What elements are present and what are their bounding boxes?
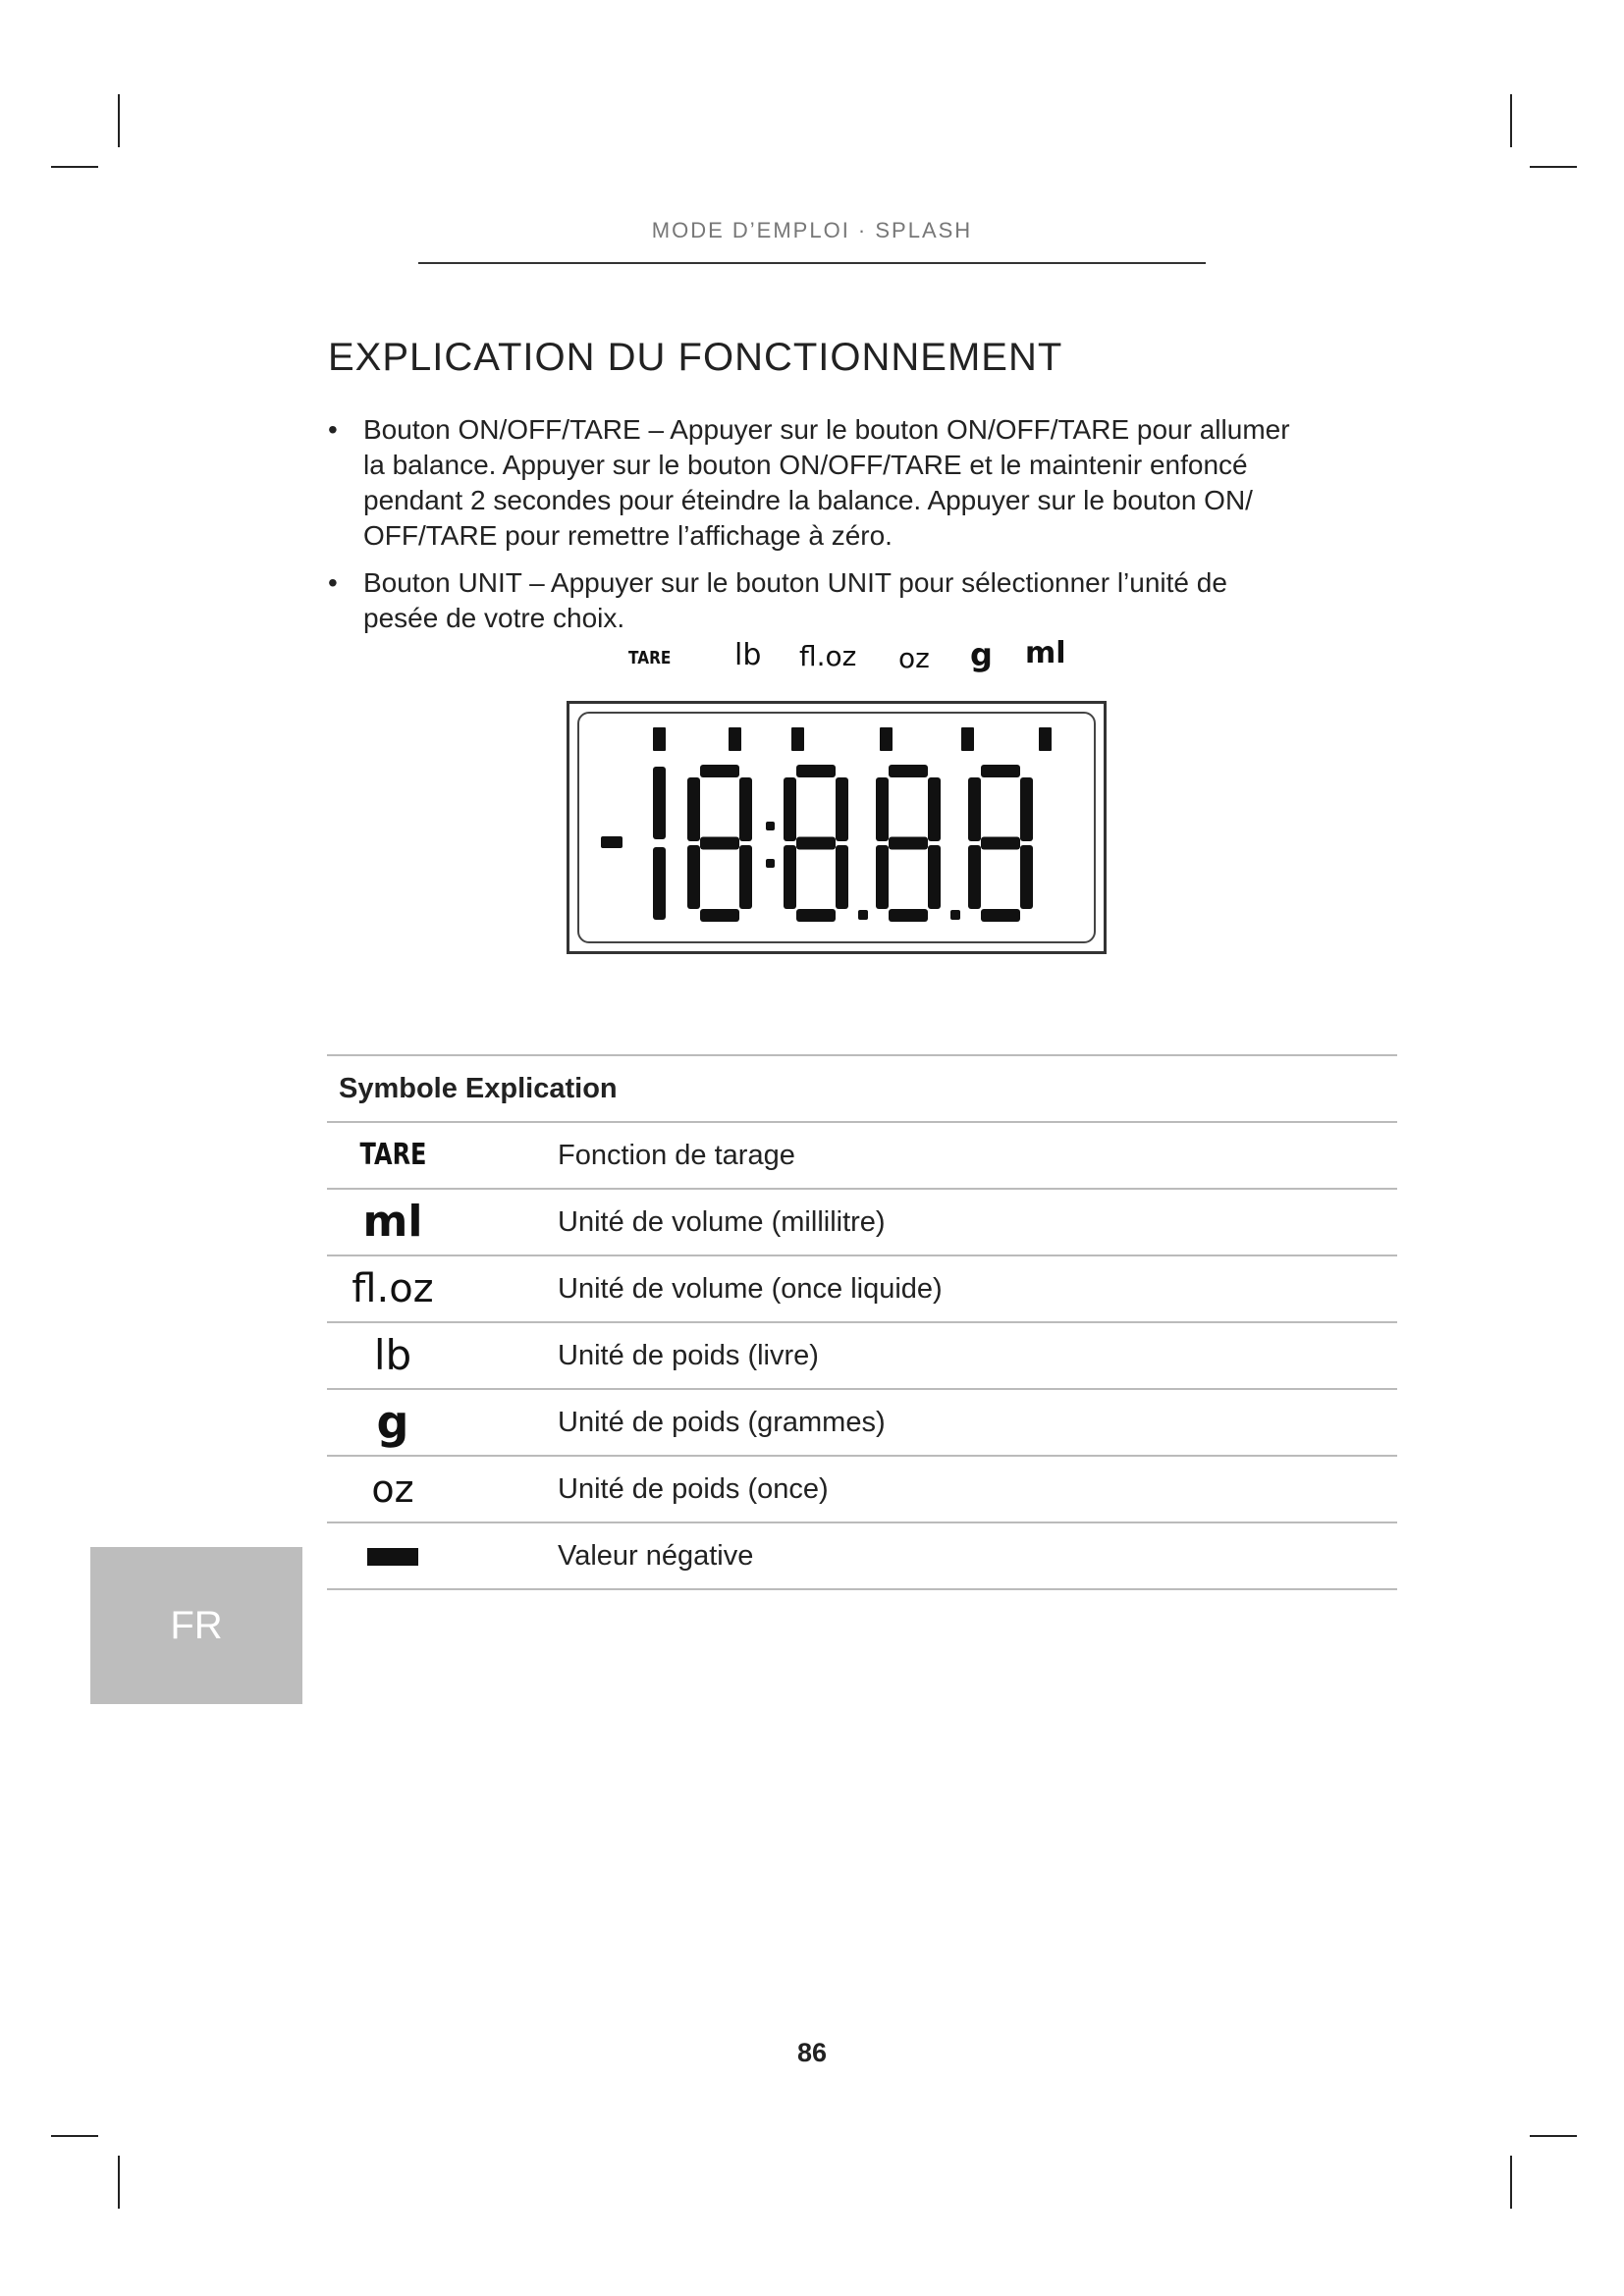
lcd-segment [889, 837, 928, 850]
lcd-annunciator-mark [880, 727, 893, 751]
bullet-line: pendant 2 secondes pour éteindre la balance. Appuyer sur le bouton ON/ [363, 485, 1253, 515]
bullet-icon: • [328, 567, 338, 598]
crop-mark [1530, 2135, 1577, 2137]
lcd-segment [928, 845, 941, 909]
lcd-segment [1020, 845, 1033, 909]
symbol-cell [327, 1256, 459, 1321]
lcd-segment [928, 777, 941, 841]
lcd-segment [700, 765, 739, 777]
lcd-segment [796, 909, 836, 922]
lcd-unit-lb: lb [734, 638, 762, 672]
description-cell: Unité de poids (once) [558, 1473, 829, 1505]
bullet-list [328, 412, 1398, 648]
g-symbol: g [376, 1396, 409, 1449]
table-row [327, 1321, 1397, 1388]
symbol-cell [327, 1123, 459, 1188]
table-row [327, 1455, 1397, 1522]
lcd-colon-dot [766, 822, 775, 830]
symbol-cell [327, 1457, 459, 1522]
lcd-segment [700, 837, 739, 850]
floz-symbol: fl.oz [352, 1266, 434, 1311]
table-row [327, 1121, 1397, 1188]
lcd-segment [968, 845, 981, 909]
crop-mark [118, 94, 120, 147]
crop-mark [1510, 94, 1512, 147]
lcd-segment [836, 777, 848, 841]
lcd-segment [968, 777, 981, 841]
tare-symbol: TARE [359, 1138, 426, 1172]
lcd-segment [739, 777, 752, 841]
lcd-segment [796, 765, 836, 777]
lcd-segment [796, 837, 836, 850]
crop-mark [51, 166, 98, 168]
description-cell: Unité de volume (millilitre) [558, 1206, 886, 1238]
lcd-segment [687, 845, 700, 909]
language-tab [90, 1547, 302, 1704]
bullet-item-on-off-tare [328, 412, 1398, 554]
crop-mark [1510, 2156, 1512, 2209]
symbol-cell [327, 1323, 459, 1388]
lcd-annunciator-mark [729, 727, 741, 751]
lcd-segment [784, 777, 796, 841]
lcd-segment [836, 845, 848, 909]
lcd-annunciator-mark [653, 727, 666, 751]
symbol-cell [327, 1190, 459, 1255]
negative-bar-icon [367, 1548, 418, 1566]
lcd-segment [653, 767, 666, 839]
language-label: FR [170, 1604, 223, 1647]
description-cell: Unité de volume (once liquide) [558, 1273, 943, 1305]
lcd-unit-floz: fl.oz [799, 640, 857, 672]
lcd-digits-graphic [579, 714, 1094, 941]
lcd-segment [876, 777, 889, 841]
lcd-unit-oz: oz [898, 642, 930, 674]
ml-symbol: ml [362, 1197, 423, 1247]
table-row [327, 1522, 1397, 1590]
symbol-table [327, 1054, 1397, 1590]
running-header: MODE D’EMPLOI · SPLASH [651, 218, 973, 242]
header-rule [418, 262, 1206, 264]
table-header: Symbole Explication [339, 1073, 618, 1104]
section-title: EXPLICATION DU FONCTIONNEMENT [328, 336, 1063, 379]
table-row [327, 1188, 1397, 1255]
lcd-segment [687, 777, 700, 841]
lcd-segment [889, 909, 928, 922]
lcd-segment [981, 837, 1020, 850]
lcd-decimal-point [950, 910, 960, 920]
bullet-line: pesée de votre choix. [363, 603, 625, 633]
bullet-line: Bouton ON/OFF/TARE – Appuyer sur le bouton ON/OFF/TARE pour allumer [363, 414, 1290, 445]
lcd-display [567, 701, 1107, 954]
lcd-colon-dot [766, 859, 775, 868]
lcd-unit-ml: ml [1025, 636, 1066, 670]
lcd-unit-tare: TARE [628, 648, 672, 668]
symbol-cell [327, 1390, 459, 1455]
description-cell: Unité de poids (grammes) [558, 1407, 886, 1438]
lcd-minus-segment [601, 836, 623, 848]
description-cell: Fonction de tarage [558, 1140, 795, 1171]
bullet-line: Bouton UNIT – Appuyer sur le bouton UNIT pour sélectionner l’unité de [363, 567, 1227, 598]
bullet-item-unit [328, 565, 1398, 636]
bullet-line: la balance. Appuyer sur le bouton ON/OFF/TARE et le maintenir enfoncé [363, 450, 1248, 480]
lcd-segment [981, 765, 1020, 777]
oz-symbol: oz [371, 1468, 414, 1511]
crop-mark [51, 2135, 98, 2137]
crop-mark [1530, 166, 1577, 168]
lcd-unit-g: g [970, 636, 993, 673]
lcd-segment [700, 909, 739, 922]
description-cell: Unité de poids (livre) [558, 1340, 819, 1371]
lcd-decimal-point [858, 910, 868, 920]
page-number: 86 [796, 2038, 828, 2067]
lcd-segment [739, 845, 752, 909]
crop-mark [118, 2156, 120, 2209]
bullet-icon: • [328, 414, 338, 445]
table-row [327, 1255, 1397, 1321]
lcd-annunciator-mark [791, 727, 804, 751]
lcd-segment [889, 765, 928, 777]
lb-symbol: lb [373, 1331, 412, 1379]
table-row [327, 1388, 1397, 1455]
symbol-cell [327, 1523, 459, 1588]
bullet-line: OFF/TARE pour remettre l’affichage à zéro. [363, 520, 893, 551]
lcd-segment [1020, 777, 1033, 841]
table-header-row [327, 1054, 1397, 1121]
lcd-annunciator-mark [961, 727, 974, 751]
lcd-annunciator-mark [1039, 727, 1052, 751]
lcd-segment [784, 845, 796, 909]
lcd-segment [653, 847, 666, 920]
lcd-segment [876, 845, 889, 909]
lcd-screen [577, 712, 1096, 943]
description-cell: Valeur négative [558, 1540, 754, 1572]
lcd-segment [981, 909, 1020, 922]
